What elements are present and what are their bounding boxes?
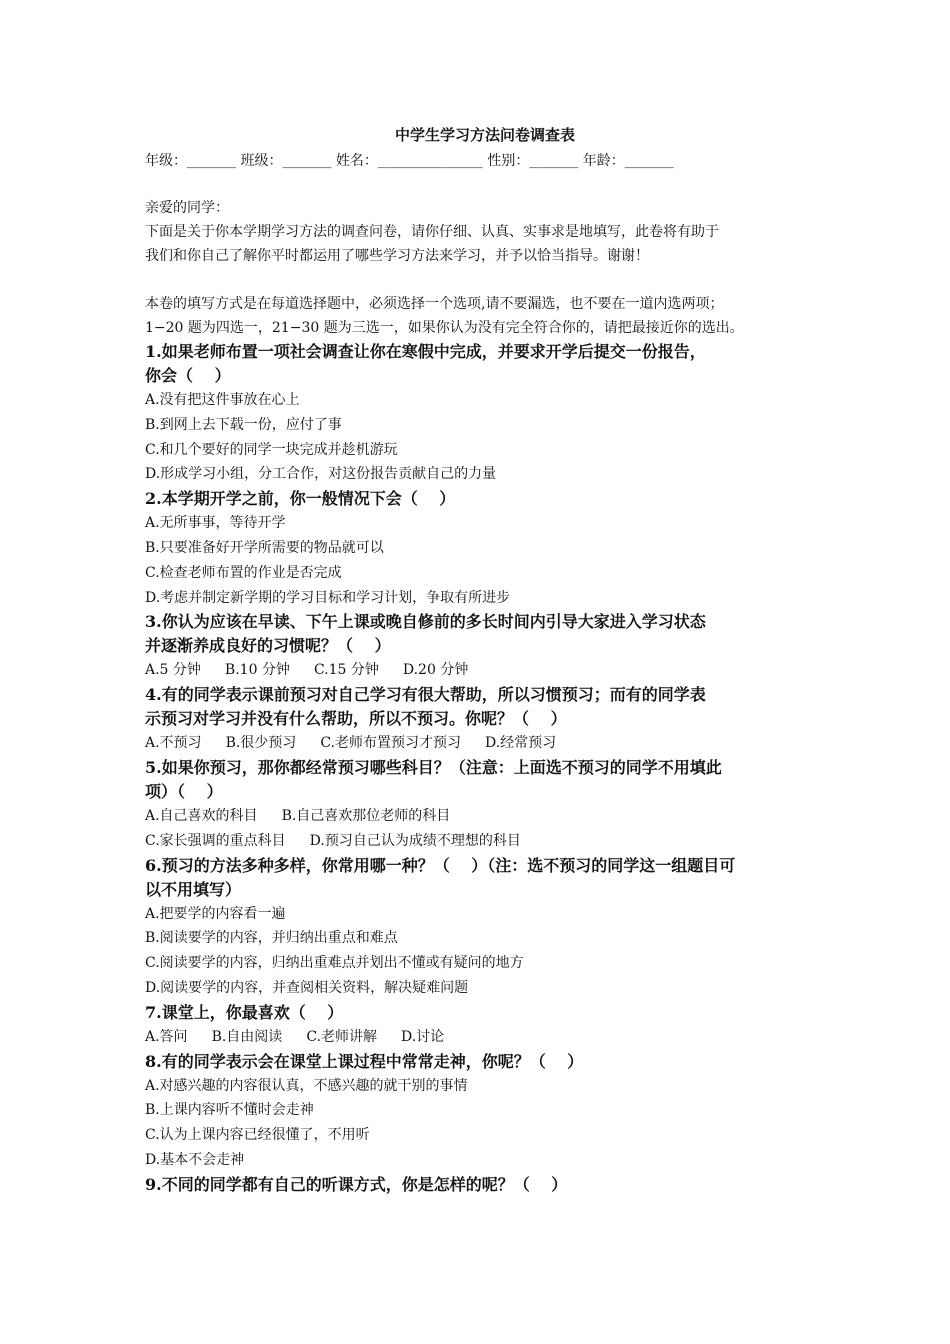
option-line [145,462,825,487]
option-line [145,804,825,829]
option-line [145,586,825,611]
question-block [145,1050,825,1173]
answer-option: B.只要准备好开学所需要的物品就可以 [145,539,384,556]
question-block [145,1173,825,1197]
answer-option: B.阅读要学的内容，并归纳出重点和难点 [145,930,398,947]
answer-option: D.20 分钟 [402,662,469,679]
option-line [145,951,825,976]
question-block [145,340,825,487]
answer-option: B.很少预习 [225,735,297,752]
question-text: 2.本学期开学之前，你一般情况下会（ ） [145,489,456,509]
question-block [145,854,825,1001]
question-text: 7.课堂上，你最喜欢（ ） [145,1002,344,1022]
option-line [145,731,825,756]
answer-option: C.认为上课内容已经很懂了，不用听 [145,1127,370,1144]
question-text: 9.不同的同学都有自己的听课方式，你是怎样的呢？（ ） [145,1174,568,1194]
answer-option: C.老师讲解 [306,1028,377,1045]
option-line [145,926,825,951]
question-text: 1.如果老师布置一项社会调查让你在寒假中完成，并要求开学后提交一份报告， [145,342,706,361]
answer-option: A.不预习 [145,735,202,752]
answer-option: A.5 分钟 [145,662,201,679]
answer-option: D.基本不会走神 [145,1151,245,1168]
option-line [145,902,825,927]
option-line [145,413,825,438]
question-text: 以不用填写） [145,879,242,899]
question-text: 并逐渐养成良好的习惯呢？（ ） [145,636,391,656]
answer-option: A.把要学的内容看一遍 [145,905,286,922]
answer-option: B.上课内容听不懂时会走神 [145,1102,314,1119]
intro-line: 我们和你自己了解你平时都运用了哪些学习方法来学习，并予以恰当指导。谢谢！ [145,248,649,264]
question-text: 4.有的同学表示课前预习对自己学习有很大帮助，所以习惯预习；而有的同学表 [145,685,706,705]
answer-option: B.自己喜欢那位老师的科目 [281,807,451,824]
spacer [145,172,825,196]
option-line [145,658,825,683]
option-line [145,1123,825,1148]
answer-option: B.自由阅读 [211,1028,283,1045]
answer-option: A.答问 [145,1028,188,1045]
option-line [145,1098,825,1123]
answer-option: C.和几个要好的同学一块完成并趁机游玩 [145,441,398,458]
question-text: 3.你认为应该在早读、下午上课或晚自修前的多长时间内引导大家进入学习状态 [145,612,706,632]
question-block [145,683,825,756]
answer-option: A.无所事事，等待开学 [145,515,286,532]
question-text: 5.如果你预习，那你都经常预习哪些科目？（注意：上面选不预习的同学不用填此 [145,757,722,777]
question-block [145,756,825,854]
document-content [145,124,825,1197]
answer-option: C.老师布置预习才预习 [320,735,461,752]
option-line [145,1074,825,1099]
option-line [145,976,825,1001]
option-line [145,829,825,854]
document-title: 中学生学习方法问卷调查表 [394,126,575,144]
option-line [145,536,825,561]
answer-option: A.自己喜欢的科目 [145,807,258,824]
answer-option: D.讨论 [400,1028,445,1045]
answer-option: C.15 分钟 [313,662,379,679]
answer-option: B.到网上去下载一份，应付了事 [145,416,342,433]
option-line [145,1025,825,1050]
answer-option: D.预习自己认为成绩不理想的科目 [309,832,521,849]
option-line [145,561,825,586]
answer-option: C.家长强调的重点科目 [145,832,286,849]
rules-line: 本卷的填写方式是在每道选择题中，必须选择一个选项,请不要漏选，也不要在一道内选两项； [145,296,724,312]
question-text: 6.预习的方法多种多样，你常用哪一种？（ ）（注：选不预习的同学这一组题目可 [145,855,736,875]
answer-option: C.检查老师布置的作业是否完成 [145,564,342,581]
answer-option: D.形成学习小组，分工合作，对这份报告贡献自己的力量 [145,466,497,483]
student-info-line: 年级：_______ 班级：_______ 姓名：_______________ 性别：_______ 年龄：_______ [145,153,674,169]
rules-line: 1−20 题为四选一，21−30 题为三选一，如果你认为没有完全符合你的，请把最接近你的选出。 [145,320,744,336]
option-line [145,438,825,463]
question-list [145,340,825,1197]
option-line [145,511,825,536]
option-line [145,1148,825,1173]
answer-option: A.对感兴趣的内容很认真，不感兴趣的就干别的事情 [145,1077,468,1094]
intro-line: 下面是关于你本学期学习方法的调查问卷，请你仔细、认真、实事求是地填写，此卷将有助于 [145,224,719,240]
question-block [145,487,825,610]
spacer [145,268,825,292]
question-block [145,1001,825,1050]
answer-option: A.没有把这件事放在心上 [145,392,300,408]
question-block [145,610,825,683]
question-text: 项）（ ） [145,781,223,801]
answer-option: D.考虑并制定新学期的学习目标和学习计划，争取有所进步 [145,589,511,606]
answer-option: B.10 分钟 [224,662,290,679]
question-text: 8.有的同学表示会在课堂上课过程中常常走神，你呢？（ ） [145,1051,584,1071]
question-text: 示预习对学习并没有什么帮助，所以不预习。你呢？（ ） [145,709,567,729]
answer-option: D.阅读要学的内容，并查阅相关资料，解决疑难问题 [145,979,469,996]
option-line [145,388,825,413]
answer-option: C.阅读要学的内容，归纳出重难点并划出不懂或有疑问的地方 [145,955,524,972]
answer-option: D.经常预习 [484,735,557,752]
greeting: 亲爱的同学： [145,200,229,216]
question-text: 你会（ ） [145,366,231,385]
